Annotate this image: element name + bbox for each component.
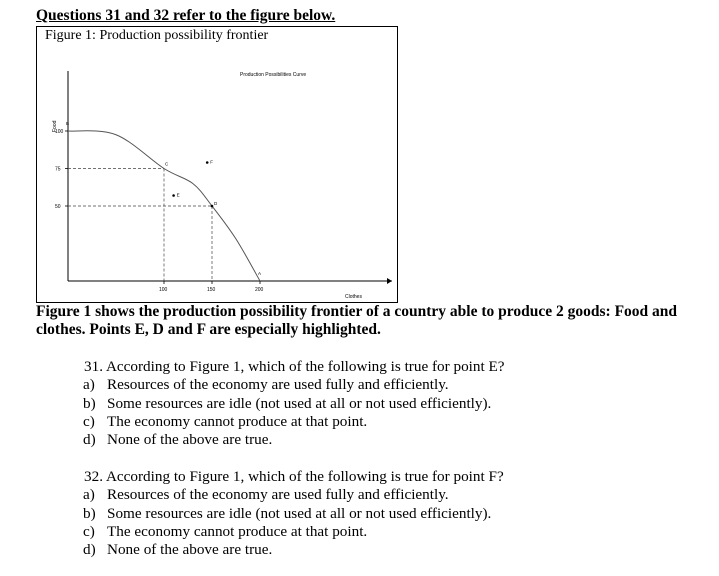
x-tick-label: 100 (159, 287, 168, 293)
option-letter: a) (83, 486, 95, 504)
point-d-marker (211, 205, 214, 208)
option-letter: c) (83, 412, 95, 430)
question-stem: 32. According to Figure 1, which of the following is true for point F? (84, 468, 504, 485)
point-c-label: C (165, 161, 169, 167)
option-letter: a) (83, 376, 95, 394)
x-axis-arrow-icon (387, 278, 392, 284)
option-text: The economy cannot produce at that point. (107, 522, 368, 540)
answer-option (83, 523, 504, 541)
chart-title: Production Possibilities Curve (240, 72, 307, 78)
option-letter: b) (83, 394, 96, 412)
answer-option (83, 486, 504, 504)
x-tick-label: 200 (255, 287, 264, 293)
question-32 (83, 468, 504, 559)
answer-option (83, 431, 505, 449)
option-text: Resources of the economy are used fully and efficiently. (107, 486, 449, 504)
option-letter: c) (83, 522, 95, 540)
y-tick-label: 100 (55, 129, 64, 135)
answer-option (83, 541, 504, 559)
answer-option (83, 413, 505, 431)
figure-frame (36, 26, 398, 303)
option-text: Resources of the economy are used fully and efficiently. (107, 376, 449, 394)
y-axis-label: Food (52, 120, 58, 132)
point-e-label: E (176, 192, 180, 198)
figure-description: Figure 1 shows the production possibility frontier of a country able to produce 2 goods: Food and clothes. Points E, D and F are especially highlighted. (36, 303, 678, 338)
question-31 (83, 358, 505, 449)
option-text: None of the above are true. (107, 431, 273, 449)
option-text: Some resources are idle (not used at all or not used efficiently). (107, 504, 492, 522)
option-text: Some resources are idle (not used at all or not used efficiently). (107, 394, 492, 412)
x-axis-label: Clothes (345, 294, 362, 300)
point-d-label: D (214, 201, 218, 206)
point-a-label: A (258, 271, 262, 276)
questions-heading: Questions 31 and 32 refer to the figure below. (36, 7, 336, 24)
y-tick-label: 75 (55, 166, 61, 173)
point-b-label: B (66, 121, 70, 126)
ppf-chart (37, 27, 399, 304)
answer-option (83, 505, 504, 523)
figure-caption: Figure 1: Production possibility frontier (45, 28, 269, 43)
option-letter: d) (83, 541, 96, 559)
point-f-label: F (210, 159, 213, 165)
option-letter: d) (83, 431, 96, 449)
option-text: The economy cannot produce at that point. (107, 412, 368, 430)
option-letter: b) (83, 504, 96, 522)
point-f-marker (206, 161, 209, 164)
point-e-marker (172, 194, 175, 197)
answer-option (83, 395, 505, 413)
option-text: None of the above are true. (107, 541, 273, 559)
x-tick-label: 150 (207, 287, 216, 293)
question-stem: 31. According to Figure 1, which of the following is true for point E? (84, 358, 505, 375)
y-tick-label: 50 (55, 204, 61, 210)
answer-option (83, 376, 505, 394)
